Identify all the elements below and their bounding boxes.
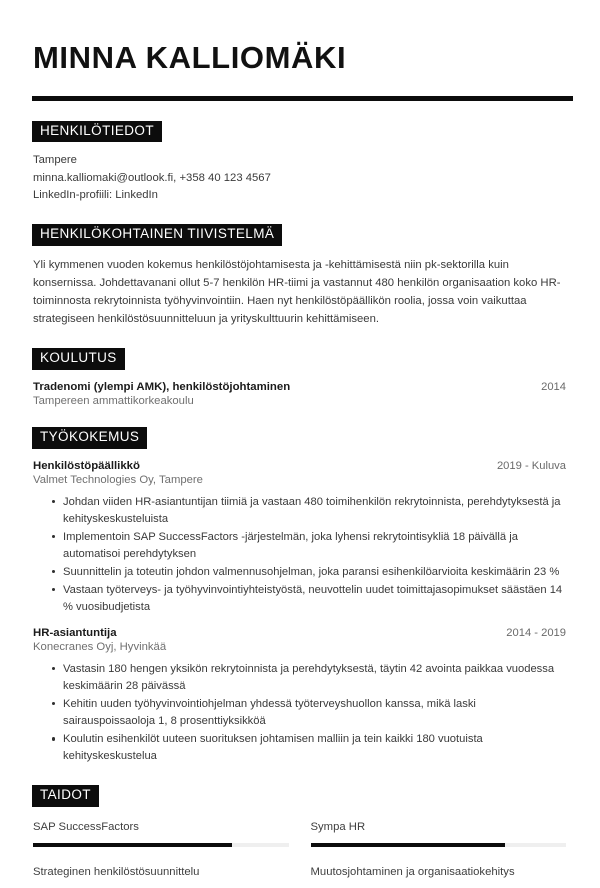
- experience-entry: [33, 460, 566, 616]
- section-badge-experience: TYÖKOKEMUS: [32, 427, 147, 449]
- skill-progress-fill: [33, 843, 232, 847]
- list-item: Vastaan työterveys- ja työhyvinvointiyhteistyöstä, neuvottelin uudet toimittajasopimukset säästäen 14 % vuosibudjetista: [52, 582, 566, 616]
- list-item: Vastasin 180 hengen yksikön rekrytoinnista ja perehdytyksestä, täytin 42 avointa paikkaa vuodessa keskimäärin 28 päivässä: [52, 661, 566, 695]
- section-experience: [30, 427, 572, 765]
- contact-details: [33, 152, 566, 204]
- list-item: Implementoin SAP SuccessFactors -järjestelmän, joka lyhensi rekrytointisykliä 18 päivällä ja automatisoi perehdytyksen: [52, 529, 566, 563]
- list-item: Johdan viiden HR-asiantuntijan tiimiä ja vastaan 480 toimihenkilön rekrytoinnista, perehdytyksestä ja kehityskeskusteluista: [52, 494, 566, 528]
- job-title: HR-asiantuntija: [33, 627, 117, 640]
- experience-entry-header: [33, 627, 566, 639]
- contact-line-city: Tampere: [33, 154, 77, 167]
- job-company: Konecranes Oyj, Hyvinkää: [33, 641, 167, 654]
- job-company: Valmet Technologies Oy, Tampere: [33, 474, 203, 487]
- section-skills: [30, 785, 572, 887]
- skill-label: SAP SuccessFactors: [33, 821, 139, 834]
- page-title: MINNA KALLIOMÄKI: [33, 40, 347, 75]
- header-divider: [32, 96, 573, 101]
- job-date: 2019 - Kuluva: [496, 460, 566, 473]
- skill-label: Sympa HR: [310, 821, 366, 834]
- experience-list: [33, 460, 566, 765]
- list-item: Kehitin uuden työhyvinvointiohjelman yhdessä työterveyshuollon kanssa, mikä laski sairauspoissaoloja 1, 8 prosenttiyksikköä: [52, 696, 566, 730]
- skill-progress-fill: [311, 843, 505, 847]
- job-bullets: [33, 494, 566, 616]
- skill-item: [33, 865, 289, 880]
- job-bullets: [33, 661, 566, 765]
- section-summary: [30, 224, 572, 328]
- skill-label: Muutosjohtaminen ja organisaatiokehitys: [310, 866, 515, 879]
- section-education: [30, 348, 572, 407]
- section-contact: [30, 121, 572, 205]
- education-list: [33, 381, 566, 407]
- section-badge-education: KOULUTUS: [32, 348, 125, 370]
- skill-progress-track: [311, 843, 567, 847]
- education-date: 2014: [541, 381, 566, 394]
- skills-grid: [33, 820, 566, 888]
- skill-item: [311, 820, 567, 847]
- section-badge-contact: HENKILÖTIEDOT: [32, 121, 162, 143]
- skill-item: [311, 865, 567, 880]
- contact-line-linkedin[interactable]: LinkedIn-profiili: LinkedIn: [33, 188, 158, 201]
- list-item: Suunnittelin ja toteutin johdon valmennusohjelman, joka paransi esihenkilöarvioita keskimäärin 23 %: [52, 564, 566, 581]
- job-date: 2014 - 2019: [506, 627, 566, 640]
- contact-line-email-phone: minna.kalliomaki@outlook.fi, +358 40 123 4567: [33, 171, 271, 184]
- education-school: Tampereen ammattikorkeakoulu: [33, 395, 194, 408]
- skill-item: [33, 820, 289, 847]
- section-badge-summary: HENKILÖKOHTAINEN TIIVISTELMÄ: [32, 224, 282, 246]
- section-badge-skills: TAIDOT: [32, 785, 99, 807]
- summary-text: Yli kymmenen vuoden kokemus henkilöstöjohtamisesta ja -kehittämisestä niin pk-sektorilla kuin konsernissa. Johdettavanani ollut 5-7 henkilön HR-tiimi ja vastannut 480 henkilön organisaation koko HR-toiminnosta rekrytoinnista työhyvinvointiin. Haen nyt henkilöstöpäällikön roolia, jossa voin vaikuttaa strategiseen henkilöstösuunnitteluun ja yrityskulttuurin kehittämiseen.: [33, 259, 561, 325]
- skill-label: Strateginen henkilöstösuunnittelu: [33, 866, 200, 879]
- education-entry-header: [33, 381, 566, 393]
- skill-progress-track: [33, 843, 289, 847]
- experience-entry-header: [33, 460, 566, 472]
- job-title: Henkilöstöpäällikkö: [33, 460, 140, 473]
- experience-entry: [33, 627, 566, 765]
- education-degree: Tradenomi (ylempi AMK), henkilöstöjohtaminen: [33, 381, 291, 394]
- list-item: Koulutin esihenkilöt uuteen suorituksen johtamisen malliin ja tein kaikki 180 vuotuista kehityskeskustelua: [52, 731, 566, 765]
- education-entry: [33, 381, 566, 407]
